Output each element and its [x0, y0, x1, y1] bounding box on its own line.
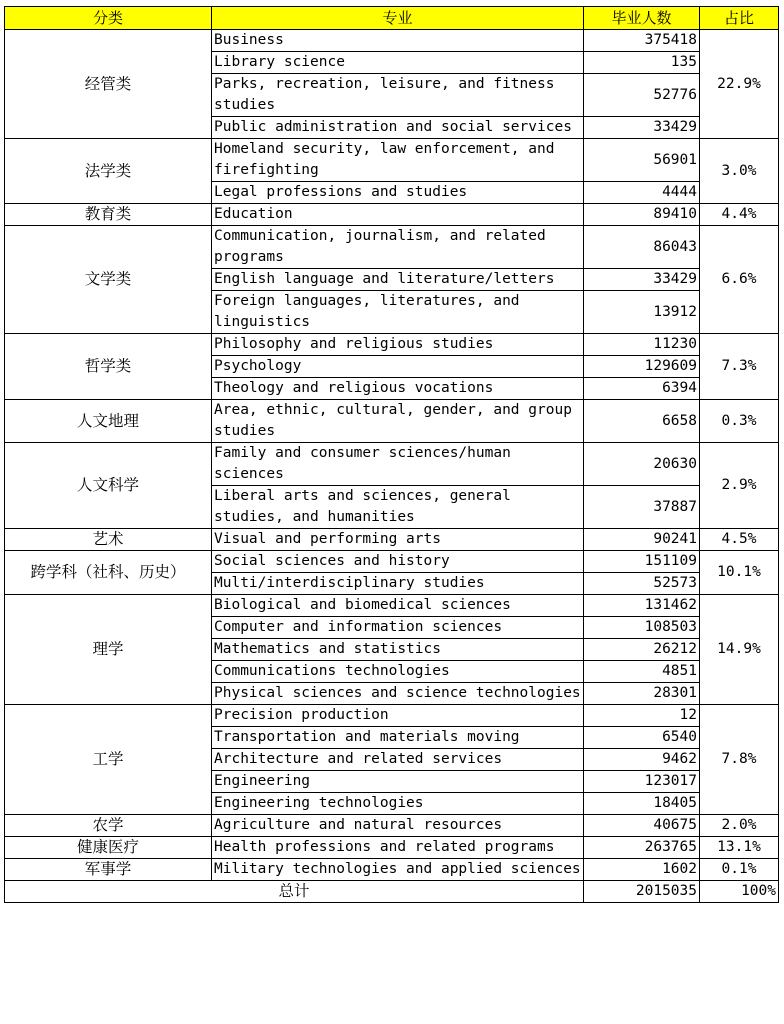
major-cell: Psychology	[212, 356, 584, 378]
major-cell: Communications technologies	[212, 661, 584, 683]
major-cell: Social sciences and history	[212, 551, 584, 573]
category-cell: 跨学科（社科、历史）	[5, 551, 212, 595]
category-cell: 军事学	[5, 859, 212, 881]
total-share: 100%	[700, 881, 779, 903]
header-category: 分类	[5, 7, 212, 30]
graduates-cell: 90241	[584, 529, 700, 551]
table-row	[5, 837, 779, 859]
graduates-cell: 52573	[584, 573, 700, 595]
graduates-cell: 28301	[584, 683, 700, 705]
graduates-cell: 37887	[584, 486, 700, 529]
table-row	[5, 30, 779, 52]
major-cell: Visual and performing arts	[212, 529, 584, 551]
table-row	[5, 815, 779, 837]
graduates-cell: 4851	[584, 661, 700, 683]
category-cell: 经管类	[5, 30, 212, 139]
share-cell: 0.3%	[700, 400, 779, 443]
table-body	[5, 30, 779, 881]
major-cell: Engineering	[212, 771, 584, 793]
major-cell: Library science	[212, 52, 584, 74]
major-cell: Engineering technologies	[212, 793, 584, 815]
table-row	[5, 595, 779, 617]
category-cell: 哲学类	[5, 334, 212, 400]
table-row	[5, 859, 779, 881]
graduates-cell: 135	[584, 52, 700, 74]
major-cell: Military technologies and applied sciences	[212, 859, 584, 881]
major-cell: Computer and information sciences	[212, 617, 584, 639]
major-cell: English language and literature/letters	[212, 269, 584, 291]
share-cell: 10.1%	[700, 551, 779, 595]
share-cell: 4.4%	[700, 204, 779, 226]
table-header-row	[5, 7, 779, 30]
major-cell: Mathematics and statistics	[212, 639, 584, 661]
graduates-cell: 56901	[584, 139, 700, 182]
graduates-cell: 123017	[584, 771, 700, 793]
share-cell: 2.0%	[700, 815, 779, 837]
share-cell: 7.3%	[700, 334, 779, 400]
major-cell: Precision production	[212, 705, 584, 727]
table-row	[5, 226, 779, 269]
share-cell: 2.9%	[700, 443, 779, 529]
major-cell: Family and consumer sciences/human sciences	[212, 443, 584, 486]
category-cell: 农学	[5, 815, 212, 837]
share-cell: 4.5%	[700, 529, 779, 551]
share-cell: 3.0%	[700, 139, 779, 204]
share-cell: 14.9%	[700, 595, 779, 705]
graduates-cell: 33429	[584, 269, 700, 291]
graduates-cell: 40675	[584, 815, 700, 837]
category-cell: 文学类	[5, 226, 212, 334]
graduates-cell: 20630	[584, 443, 700, 486]
header-major: 专业	[212, 7, 584, 30]
table-row	[5, 139, 779, 182]
share-cell: 22.9%	[700, 30, 779, 139]
graduates-cell: 86043	[584, 226, 700, 269]
major-cell: Biological and biomedical sciences	[212, 595, 584, 617]
share-cell: 6.6%	[700, 226, 779, 334]
major-cell: Foreign languages, literatures, and linguistics	[212, 291, 584, 334]
major-cell: Parks, recreation, leisure, and fitness studies	[212, 74, 584, 117]
header-share: 占比	[700, 7, 779, 30]
graduates-cell: 11230	[584, 334, 700, 356]
graduates-cell: 33429	[584, 117, 700, 139]
graduates-cell: 129609	[584, 356, 700, 378]
graduates-cell: 4444	[584, 182, 700, 204]
total-count: 2015035	[584, 881, 700, 903]
graduates-cell: 13912	[584, 291, 700, 334]
share-cell: 7.8%	[700, 705, 779, 815]
category-cell: 工学	[5, 705, 212, 815]
major-cell: Area, ethnic, cultural, gender, and group studies	[212, 400, 584, 443]
share-cell: 13.1%	[700, 837, 779, 859]
major-cell: Education	[212, 204, 584, 226]
graduates-cell: 6394	[584, 378, 700, 400]
category-cell: 法学类	[5, 139, 212, 204]
major-cell: Liberal arts and sciences, general studies, and humanities	[212, 486, 584, 529]
major-cell: Physical sciences and science technologies	[212, 683, 584, 705]
graduates-cell: 6658	[584, 400, 700, 443]
category-cell: 健康医疗	[5, 837, 212, 859]
major-cell: Multi/interdisciplinary studies	[212, 573, 584, 595]
category-cell: 艺术	[5, 529, 212, 551]
graduates-table	[4, 6, 779, 903]
header-graduates: 毕业人数	[584, 7, 700, 30]
table-row	[5, 400, 779, 443]
major-cell: Legal professions and studies	[212, 182, 584, 204]
major-cell: Homeland security, law enforcement, and firefighting	[212, 139, 584, 182]
total-label: 总计	[5, 881, 584, 903]
major-cell: Transportation and materials moving	[212, 727, 584, 749]
table-row	[5, 443, 779, 486]
table-row	[5, 705, 779, 727]
category-cell: 教育类	[5, 204, 212, 226]
share-cell: 0.1%	[700, 859, 779, 881]
graduates-cell: 1602	[584, 859, 700, 881]
major-cell: Communication, journalism, and related programs	[212, 226, 584, 269]
category-cell: 人文地理	[5, 400, 212, 443]
graduates-cell: 18405	[584, 793, 700, 815]
table-row	[5, 551, 779, 573]
major-cell: Philosophy and religious studies	[212, 334, 584, 356]
major-cell: Architecture and related services	[212, 749, 584, 771]
graduates-cell: 9462	[584, 749, 700, 771]
graduates-cell: 108503	[584, 617, 700, 639]
table-row	[5, 529, 779, 551]
category-cell: 理学	[5, 595, 212, 705]
major-cell: Public administration and social services	[212, 117, 584, 139]
major-cell: Business	[212, 30, 584, 52]
graduates-cell: 89410	[584, 204, 700, 226]
category-cell: 人文科学	[5, 443, 212, 529]
major-cell: Health professions and related programs	[212, 837, 584, 859]
major-cell: Theology and religious vocations	[212, 378, 584, 400]
graduates-cell: 52776	[584, 74, 700, 117]
graduates-cell: 12	[584, 705, 700, 727]
graduates-cell: 263765	[584, 837, 700, 859]
major-cell: Agriculture and natural resources	[212, 815, 584, 837]
graduates-cell: 26212	[584, 639, 700, 661]
graduates-cell: 375418	[584, 30, 700, 52]
table-row	[5, 204, 779, 226]
graduates-cell: 151109	[584, 551, 700, 573]
table-row	[5, 334, 779, 356]
graduates-cell: 6540	[584, 727, 700, 749]
graduates-cell: 131462	[584, 595, 700, 617]
total-row	[5, 881, 779, 903]
